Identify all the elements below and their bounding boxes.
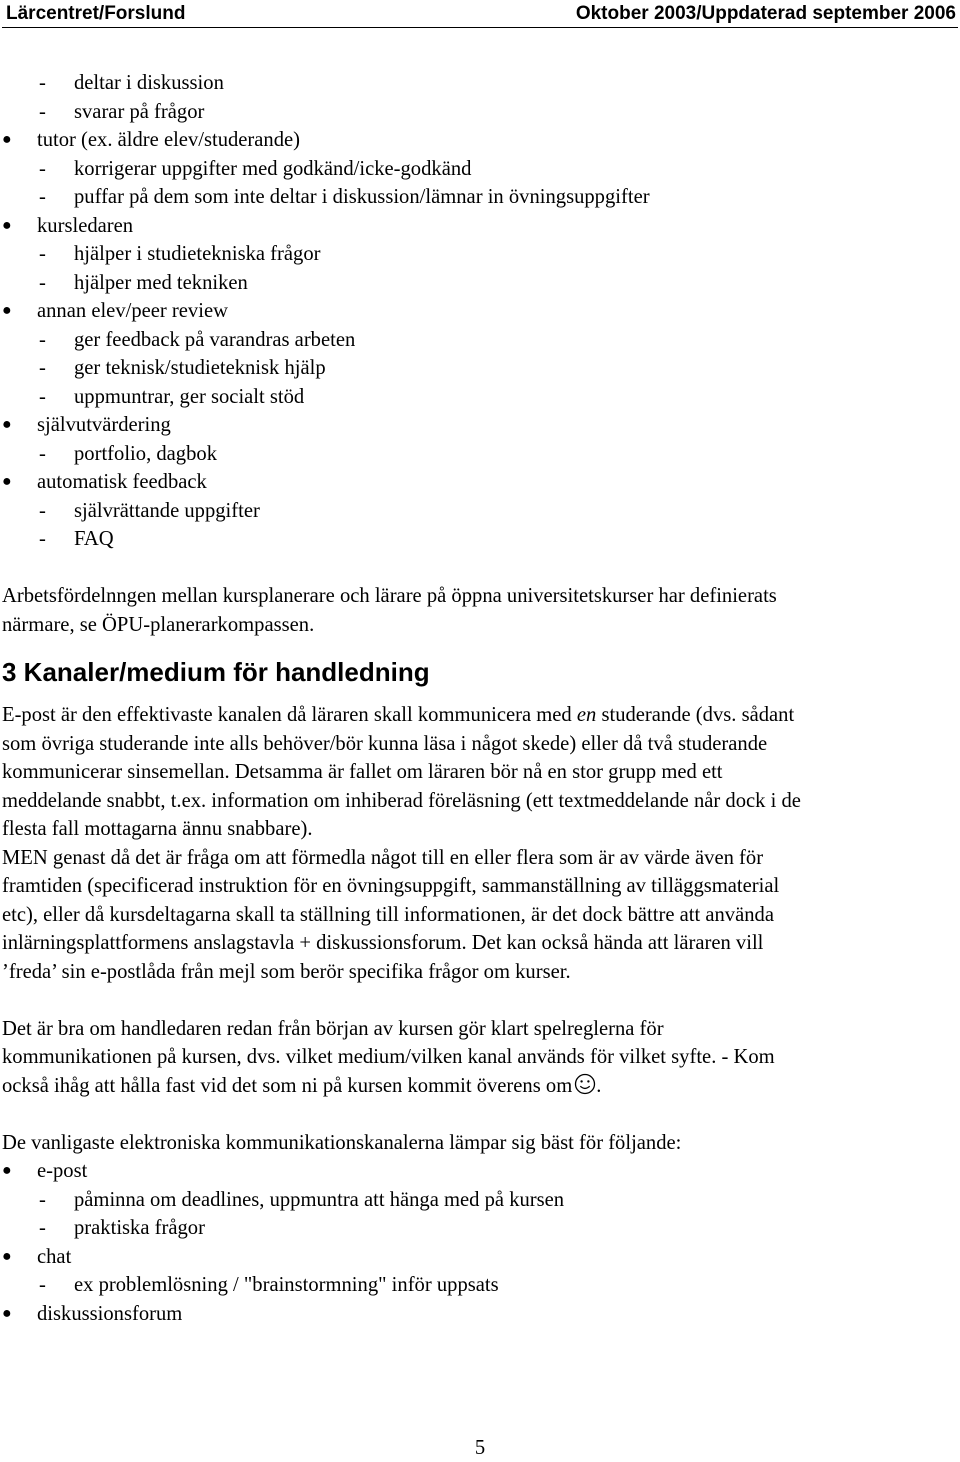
paragraph-line: kommunicerar sinsemellan. Detsamma är fallet om läraren bör nå en stor grupp med ett [2,761,723,783]
bullet-icon: ● [2,473,12,490]
paragraph-line: inlärningsplattformens anslagstavla + diskussionsforum. Det kan också hända att läraren vill [2,932,764,954]
paragraph-channels-intro: De vanligaste elektroniska kommunikationskanalerna lämpar sig bäst för följande: [2,1131,682,1154]
bullet-text: annan elev/peer review [37,300,228,322]
dash-marker: - [39,271,46,294]
channels-list [2,1157,947,1328]
sub-item-text: ger feedback på varandras arbeten [74,328,356,351]
smiley-icon [574,1073,596,1104]
paragraph-line [2,701,947,730]
bullet-icon: ● [2,1162,12,1179]
sub-item [2,240,947,269]
sub-item-text: puffar på dem som inte deltar i diskussion/lämnar in övningsuppgifter [74,186,650,208]
bullet-text: diskussionsforum [37,1302,183,1325]
dash-marker: - [39,157,46,180]
spacer [2,554,947,583]
paragraph-line: Arbetsfördelnngen mellan kursplanerare och lärare på öppna universitetskurser har definierats [2,585,777,607]
bullet-text: kursledaren [37,214,134,237]
paragraph-division-of-labour [2,582,947,639]
bullet-item [2,126,947,155]
bullet-icon: ● [2,1304,12,1322]
sub-item [2,440,947,469]
text-span: studerande (dvs. sådant [596,704,795,726]
dash-marker: - [39,328,46,351]
bullet-text: självutvärdering [37,414,171,436]
sub-item-text: ex problemlösning / "brainstormning" inför uppsats [74,1274,499,1296]
sub-item-text: självrättande uppgifter [74,499,260,522]
dash-marker: - [39,243,46,265]
bullet-item [2,468,947,497]
dash-marker: - [39,499,46,522]
paragraph-line [2,1072,947,1101]
sub-item [2,326,947,355]
sub-item-text: ger teknisk/studieteknisk hjälp [74,357,326,379]
header-divider [2,27,958,28]
paragraph-line: som övriga studerande inte alls behöver/bör kunna läsa i något skede) eller då två studerande [2,732,768,755]
bullet-icon: ● [2,1247,12,1265]
paragraph-rules [2,1015,947,1101]
dash-marker: - [39,100,46,123]
sub-item [2,69,947,98]
dash-marker: - [39,528,46,550]
bullet-icon: ● [2,131,12,148]
sub-item-text: hjälper med tekniken [74,271,248,294]
dash-marker: - [39,385,46,408]
dash-marker: - [39,357,46,379]
bullet-text: automatisk feedback [37,471,207,493]
paragraph-line: närmare, se ÖPU-planerarkompassen. [2,613,315,636]
bullet-icon: ● [2,416,12,433]
bullet-item [2,1243,947,1272]
sub-item-text: FAQ [74,528,114,550]
sub-item [2,269,947,298]
spacer [2,986,947,1015]
dash-marker: - [39,186,46,208]
bullet-text: tutor (ex. äldre elev/studerande) [37,129,301,151]
bullet-item [2,1157,947,1186]
sub-item [2,383,947,412]
bullet-text: e-post [37,1160,88,1182]
paragraph-line: etc), eller då kursdeltagarna skall ta ställning till informationen, är det dock bättre att använda [2,903,774,926]
document-body [2,69,947,1328]
sub-item [2,98,947,127]
text-span: . [596,1074,602,1097]
bullet-icon: ● [2,216,12,234]
sub-item-text: deltar i diskussion [74,72,224,94]
bullet-item [2,411,947,440]
bullet-text: chat [37,1245,72,1268]
section-heading: 3 Kanaler/medium för handledning [2,657,430,687]
sub-item-text: svarar på frågor [74,100,205,123]
bullet-item [2,212,947,241]
bullet-item [2,1300,947,1329]
header-right: Oktober 2003/Uppdaterad september 2006 [575,3,956,24]
dash-marker: - [39,1217,46,1239]
sub-item-text: korrigerar uppgifter med godkänd/icke-godkänd [74,157,472,180]
sub-item-text: påminna om deadlines, uppmuntra att hänga med på kursen [74,1188,565,1211]
sub-item [2,497,947,526]
paragraph-email [2,701,947,844]
paragraph-platform [2,844,947,987]
header-left: Lärcentret/Forslund [6,3,186,24]
page-number: 5 [474,1437,486,1459]
sub-item [2,155,947,184]
sub-item [2,1214,947,1243]
feedback-list [2,69,947,554]
bullet-item [2,297,947,326]
paragraph-line: framtiden (specificerad instruktion för en övningsuppgift, sammanställning av tilläggsmaterial [2,875,780,897]
paragraph-line: MEN genast då det är fråga om att förmedla något till en eller flera som är av värde även för [2,846,764,869]
sub-item-text: hjälper i studietekniska frågor [74,243,321,265]
spacer [2,1100,947,1129]
paragraph-line: meddelande snabbt, t.ex. information om inhiberad föreläsning (ett textmeddelande når dock i de [2,789,801,812]
bullet-icon: ● [2,302,12,319]
sub-item [2,525,947,554]
page-header [6,2,956,26]
sub-item [2,354,947,383]
paragraph-line: ’freda’ sin e-postlåda från mejl som berör specifika frågor om kurser. [2,960,571,983]
text-span: också ihåg att hålla fast vid det som ni på kursen kommit överens om [2,1074,573,1097]
dash-marker: - [39,442,46,465]
sub-item-text: portfolio, dagbok [74,442,217,465]
paragraph-line: flesta fall mottagarna ännu snabbare). [2,818,313,840]
emphasis: en [576,704,597,726]
sub-item [2,1186,947,1215]
sub-item-text: praktiska frågor [74,1217,205,1239]
sub-item [2,1271,947,1300]
sub-item-text: uppmuntrar, ger socialt stöd [74,385,305,408]
dash-marker: - [39,72,46,94]
paragraph-line: Det är bra om handledaren redan från början av kursen gör klart spelreglerna för [2,1017,664,1040]
sub-item [2,183,947,212]
dash-marker: - [39,1274,46,1296]
dash-marker: - [39,1188,46,1211]
text-span: E-post är den effektivaste kanalen då läraren skall kommunicera med [2,704,577,726]
paragraph-line: kommunikationen på kursen, dvs. vilket medium/vilken kanal används för vilket syfte. - Kom [2,1046,775,1068]
